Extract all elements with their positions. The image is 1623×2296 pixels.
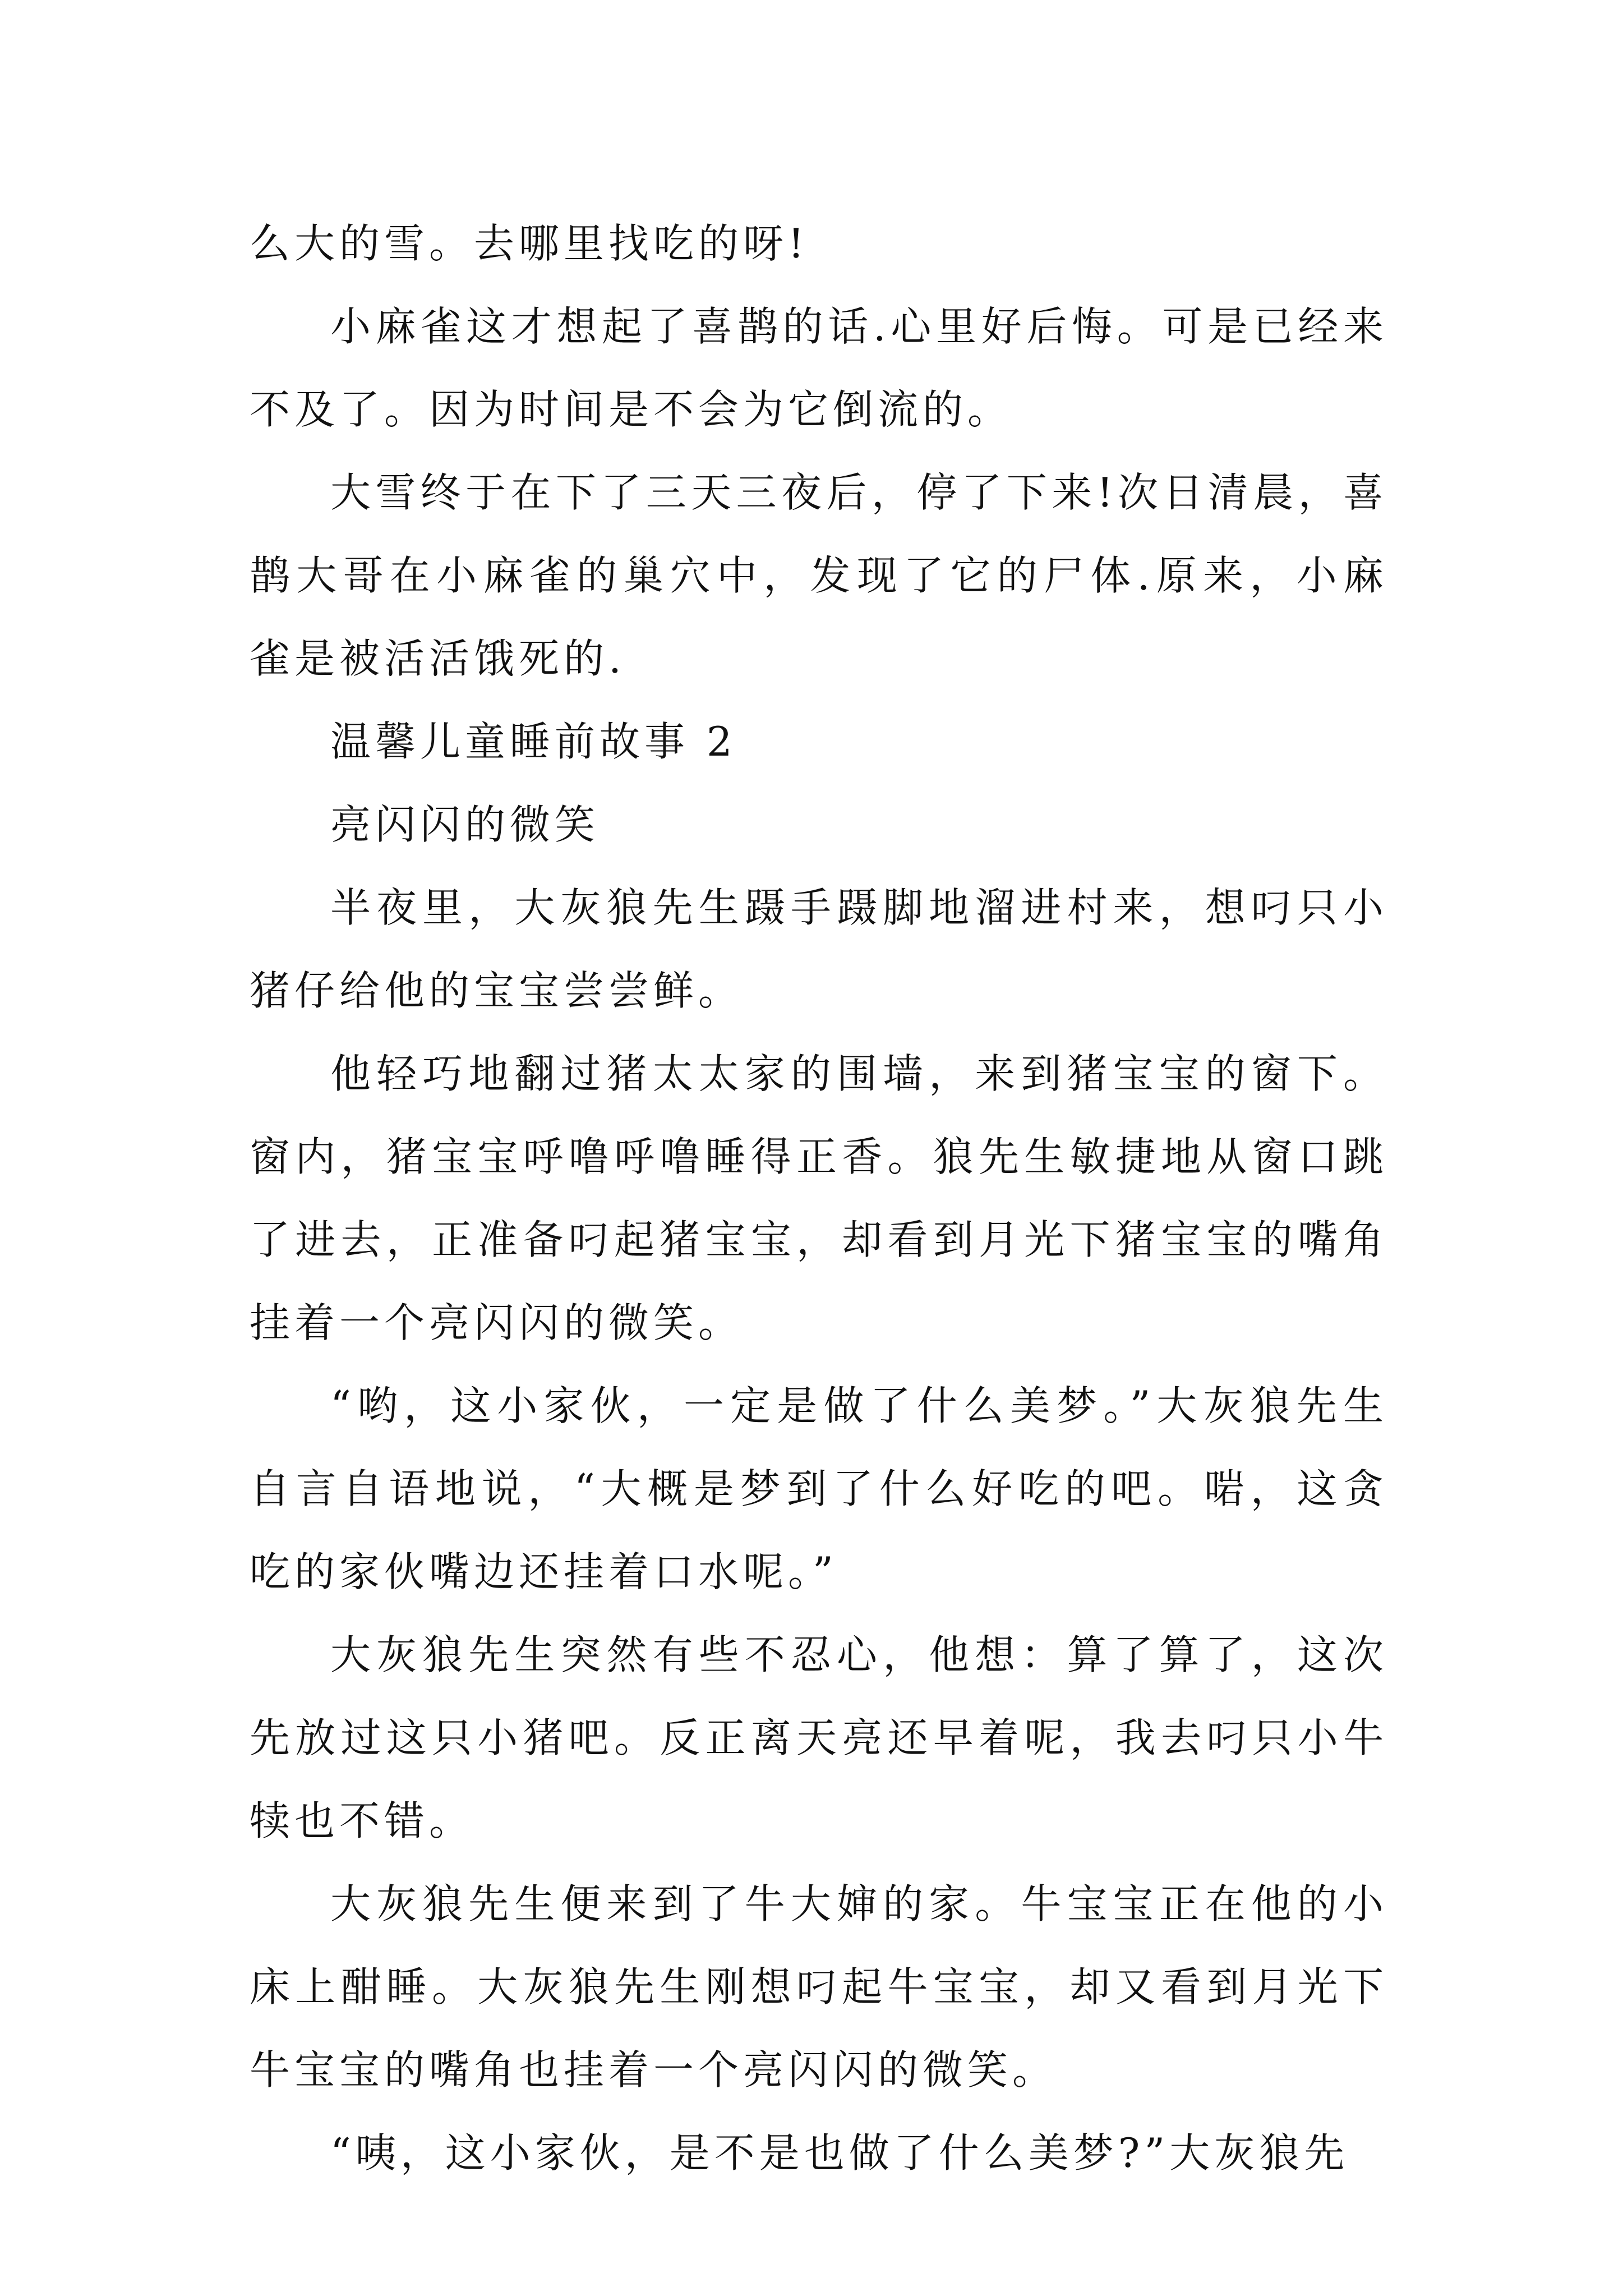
paragraph: 大雪终于在下了三天三夜后，停了下来!次日清晨，喜鹊大哥在小麻雀的巢穴中，发现了它的尸体.原来，小麻雀是被活活饿死的. [250,469,1388,682]
document-body [250,202,1388,2194]
paragraph: 大灰狼先生突然有些不忍心，他想：算了算了，这次先放过这只小猪吧。反正离天亮还早着呢，我去叼只小牛犊也不错。 [250,1631,1388,1844]
paragraph: 小麻雀这才想起了喜鹊的话.心里好后悔。可是已经来不及了。因为时间是不会为它倒流的。 [250,303,1388,433]
section-heading: 温馨儿童睡前故事 2 [330,718,737,765]
paragraph: 他轻巧地翻过猪太太家的围墙，来到猪宝宝的窗下。窗内，猪宝宝呼噜呼噜睡得正香。狼先生敏捷地从窗口跳了进去，正准备叼起猪宝宝，却看到月光下猪宝宝的嘴角挂着一个亮闪闪的微笑。 [250,1050,1388,1346]
paragraph: “哟，这小家伙，一定是做了什么美梦。”大灰狼先生自言自语地说，“大概是梦到了什么好吃的吧。啱，这贪吃的家伙嘴边还挂着口水呢。” [250,1382,1388,1595]
paragraph: “咦，这小家伙，是不是也做了什么美梦?”大灰狼先 [330,2129,1349,2177]
paragraph: 半夜里，大灰狼先生蹑手蹑脚地溜进村来，想叼只小猪仔给他的宝宝尝尝鲜。 [250,884,1388,1014]
paragraph: 大灰狼先生便来到了牛大婶的家。牛宝宝正在他的小床上酣睡。大灰狼先生刚想叼起牛宝宝，却又看到月光下牛宝宝的嘴角也挂着一个亮闪闪的微笑。 [250,1880,1388,2093]
paragraph-continuation: 么大的雪。去哪里找吃的呀! [250,220,809,267]
story-title: 亮闪闪的微笑 [330,801,600,848]
